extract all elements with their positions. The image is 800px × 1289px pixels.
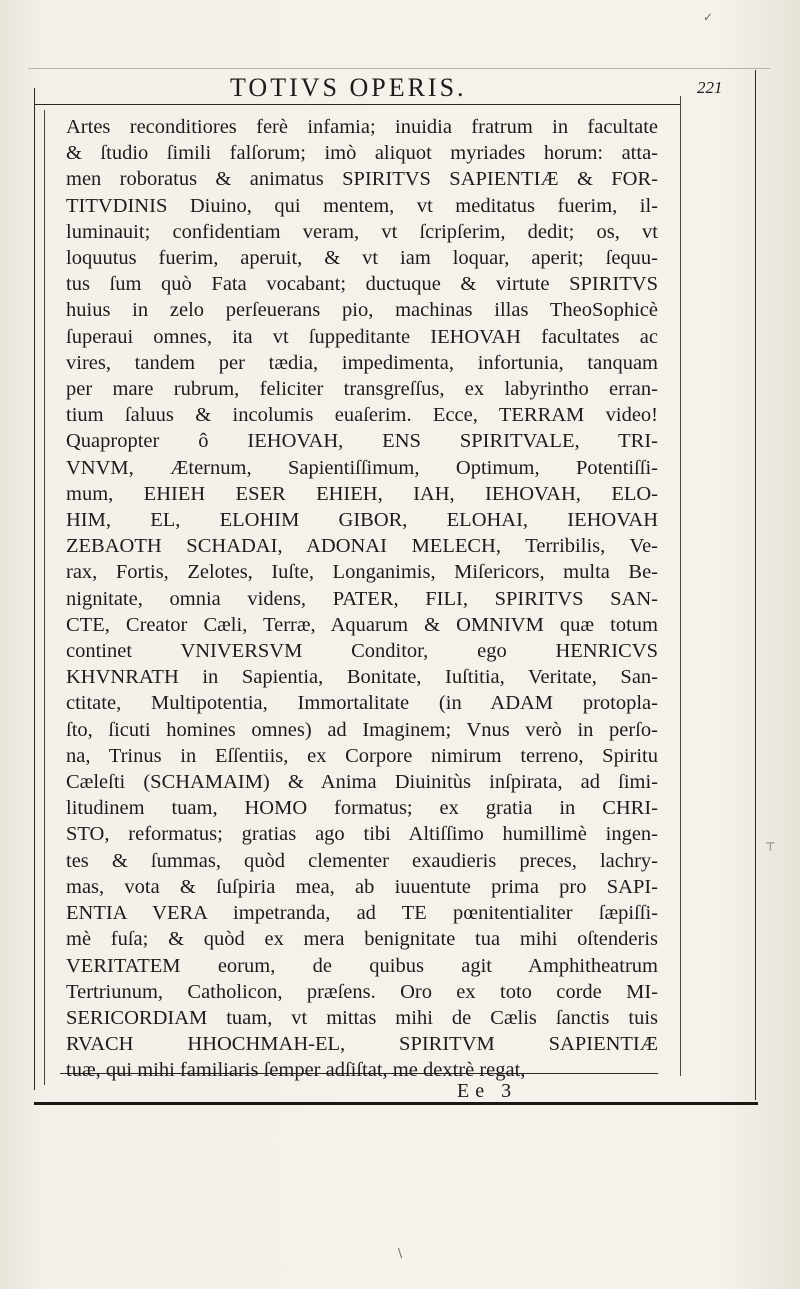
text-line: KHVNRATH in Sapientia, Bonitate, Iuſtitia, Veritate, San- [66, 666, 658, 689]
margin-mark: ✓ [703, 10, 714, 24]
page-number: 221 [697, 78, 723, 97]
text-line: & ſtudio ſimili falſorum; imò aliquot myriades horum: atta- [66, 142, 658, 165]
body-text [66, 114, 658, 1084]
text-line: Artes reconditiores ferè infamia; inuidia fratrum in facultate [66, 116, 658, 138]
text-line: nignitate, omnia videns, PATER, FILI, SPIRITVS SAN- [66, 587, 658, 610]
frame-left-inner [44, 110, 45, 1085]
text-line: mas, vota & ſuſpiria mea, ab iuuentute prima pro SAPI- [66, 875, 658, 898]
text-line: ſuperaui omnes, ita vt ſuppeditante IEHOVAH facultates ac [66, 325, 658, 348]
text-line: ZEBAOTH SCHADAI, ADONAI MELECH, Terribilis, Ve- [66, 535, 658, 558]
text-line: tuæ, qui mihi familiaris ſemper adſiſtat, me dextrè regat, [66, 1059, 526, 1082]
text-line: Quapropter ô IEHOVAH, ENS SPIRITVALE, TRI- [66, 430, 658, 453]
text-line: tium ſaluus & incolumis euaſerim. Ecce, TERRAM video! [66, 404, 658, 427]
text-line: Tertriunum, Catholicon, præſens. Oro ex toto corde MI- [66, 980, 658, 1003]
text-line: RVACH HHOCHMAH-EL, SPIRITVM SAPIENTIÆ [66, 1033, 658, 1056]
frame-right-outer [755, 70, 756, 1100]
text-line: CTE, Creator Cæli, Terræ, Aquarum & OMNIVM quæ totum [66, 613, 658, 636]
text-line: TITVDINIS Diuino, qui mentem, vt meditatus fuerim, il- [66, 194, 658, 217]
margin-mark: \ [398, 1246, 403, 1260]
frame-right-inner [680, 96, 681, 1076]
text-line: continet VNIVERSVM Conditor, ego HENRICVS [66, 640, 658, 663]
text-line: luminauit; confidentiam veram, vt ſcripſerim, dedit; os, vt [66, 220, 658, 243]
text-line: loquutus fuerim, aperuit, & vt iam loquar, aperit; ſequu- [66, 247, 658, 270]
text-line: litudinem tuam, HOMO formatus; ex gratia in CHRI- [66, 797, 658, 820]
text-line: rax, Fortis, Zelotes, Iuſte, Longanimis, Miſericors, multa Be- [66, 561, 658, 584]
text-line: VNVM, Æternum, Sapientiſſimum, Optimum, Potentiſſi- [66, 456, 658, 479]
text-line: HIM, EL, ELOHIM GIBOR, ELOHAI, IEHOVAH [66, 509, 658, 532]
running-head: TOTIVS OPERIS. [230, 73, 467, 102]
signature-mark: Ee 3 [457, 1080, 518, 1102]
head-rule [34, 104, 680, 105]
text-line: mum, EHIEH ESER EHIEH, IAH, IEHOVAH, ELO- [66, 482, 658, 505]
text-line: vires, tandem per tædia, impedimenta, infortunia, tanquam [66, 351, 658, 374]
text-line: per mare rubrum, feliciter transgreſſus, ex labyrintho erran- [66, 378, 658, 401]
text-line: tus ſum quò Fata vocabant; ductuque & virtute SPIRITVS [66, 273, 658, 296]
text-line: mè fuſa; & quòd ex mera benignitate tua mihi oſtenderis [66, 928, 658, 951]
text-line: Cæleſti (SCHAMAIM) & Anima Diuinitùs inſpirata, ad ſimi- [66, 771, 658, 794]
top-edge-rule [28, 68, 770, 69]
text-line: ctitate, Multipotentia, Immortalitate (in ADAM protopla- [66, 692, 658, 715]
text-line: ENTIA VERA impetranda, ad TE pœnitentialiter ſæpiſſi- [66, 902, 658, 925]
text-line: men roboratus & animatus SPIRITVS SAPIENTIÆ & FOR- [66, 168, 658, 191]
bottom-rule [34, 1102, 758, 1105]
text-line: na, Trinus in Eſſentiis, ex Corpore nimirum terreno, Spiritu [66, 744, 658, 767]
text-line: tes & ſummas, quòd clementer exaudieris preces, lachry- [66, 849, 658, 872]
margin-mark: ⊤ [765, 840, 776, 854]
text-line: huius in zelo perſeuerans pio, machinas illas TheoSophicè [66, 299, 658, 322]
frame-left-outer [34, 88, 35, 1090]
text-line: ſto, ſicuti homines omnes) ad Imaginem; Vnus verò in perſo- [66, 718, 658, 741]
text-line: VERITATEM eorum, de quibus agit Amphitheatrum [66, 954, 658, 977]
text-line: STO, reformatus; gratias ago tibi Altiſſimo humillimè ingen- [66, 823, 658, 846]
text-line: SERICORDIAM tuam, vt mittas mihi de Cælis ſanctis tuis [66, 1006, 658, 1029]
